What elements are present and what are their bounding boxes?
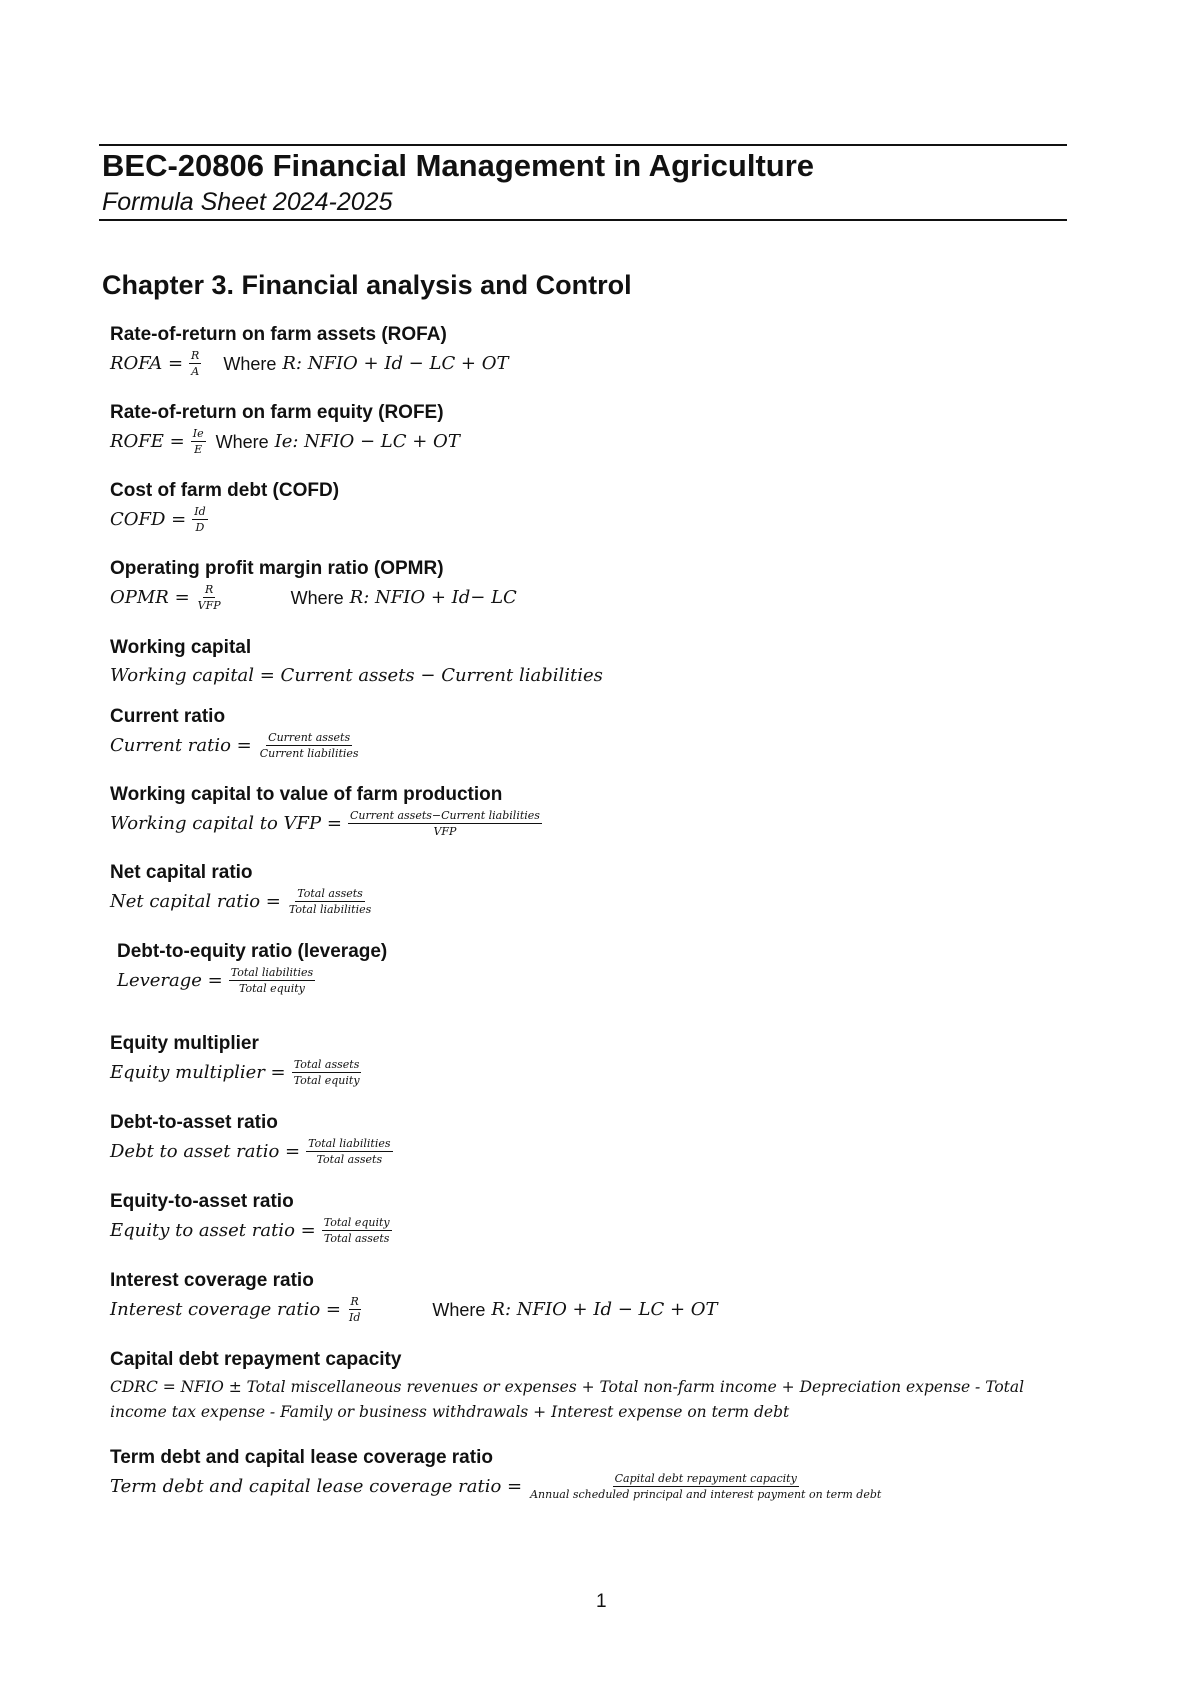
where-expression: Ie: NFIO − LC + OT: [274, 430, 460, 452]
formula-expression: [117, 967, 387, 994]
denominator: D: [195, 521, 205, 534]
cdrc-expression: CDRC = NFIO ± Total miscellaneous revenues or expenses + Total non-farm income + Depreciation expense - Total income tax expense - Family or business withdrawals + Interest expense on term debt: [110, 1378, 1025, 1421]
denominator: Total equity: [293, 1074, 360, 1087]
formula-expression: [110, 1296, 718, 1323]
formula-lhs: Net capital ratio =: [110, 890, 281, 912]
formula-cdrc: [110, 1349, 1070, 1425]
numerator: Capital debt repayment capacity: [614, 1472, 797, 1485]
numerator: R: [350, 1295, 359, 1308]
numerator: Current assets−Current liabilities: [349, 809, 540, 822]
where-label: Where: [215, 431, 269, 452]
numerator: Total liabilities: [230, 966, 314, 979]
formula-expression: [110, 584, 517, 611]
fraction: [306, 1138, 392, 1165]
formula-label: Equity multiplier: [110, 1033, 259, 1054]
formula-lhs: OPMR =: [110, 586, 190, 608]
denominator: VFP: [433, 825, 457, 838]
formula-expression: [110, 810, 542, 837]
chapter-heading: Chapter 3. Financial analysis and Control: [102, 270, 632, 300]
formula-lhs: Current ratio =: [110, 734, 252, 756]
formula-label: Cost of farm debt (COFD): [110, 480, 340, 501]
formula-leverage: [117, 941, 387, 994]
formula-expression: [110, 1217, 392, 1244]
top-rule: [99, 144, 1067, 146]
denominator: Id: [348, 1311, 361, 1324]
where-expression: R: NFIO + Id − LC + OT: [282, 352, 509, 374]
formula-current-ratio: [110, 706, 361, 759]
where-label: Where: [432, 1299, 486, 1320]
fraction: [348, 810, 542, 837]
fraction: [347, 1296, 362, 1323]
formula-expression: [110, 428, 460, 455]
fraction: [196, 584, 223, 611]
formula-expression: [110, 350, 509, 377]
where-label: Where: [223, 353, 277, 374]
denominator: VFP: [197, 599, 221, 612]
formula-interest-coverage: [110, 1270, 718, 1323]
formula-label: Operating profit margin ratio (OPMR): [110, 558, 444, 579]
formula-lhs: ROFE =: [110, 430, 185, 452]
formula-lhs: Interest coverage ratio =: [110, 1298, 341, 1320]
formula-working-capital-to-vfp: [110, 784, 542, 837]
numerator: Total equity: [323, 1216, 390, 1229]
formula-equity-multiplier: [110, 1033, 362, 1086]
page-number: 1: [596, 1591, 607, 1612]
numerator: Ie: [192, 427, 204, 440]
fraction: [191, 428, 206, 455]
formula-expression: [110, 1138, 393, 1165]
formula-net-capital-ratio: [110, 862, 373, 915]
formula-label: Debt-to-asset ratio: [110, 1112, 278, 1133]
formula-label: Net capital ratio: [110, 862, 253, 883]
formula-label: Current ratio: [110, 706, 226, 727]
formula-label: Debt-to-equity ratio (leverage): [117, 941, 388, 962]
numerator: Total liabilities: [308, 1137, 391, 1150]
fraction: [258, 732, 361, 759]
numerator: R: [191, 349, 200, 362]
formula-label: Rate-of-return on farm equity (ROFE): [110, 402, 444, 423]
numerator: Total assets: [293, 1058, 360, 1071]
formula-expression: [110, 506, 339, 533]
formula-lhs: Leverage =: [117, 969, 223, 991]
numerator: R: [205, 583, 214, 596]
formula-rofe: [110, 402, 460, 455]
formula-working-capital: [110, 637, 603, 685]
bottom-rule: [99, 219, 1067, 221]
numerator: Current assets: [268, 731, 351, 744]
formula-expression: [110, 667, 603, 685]
fraction: [528, 1473, 883, 1500]
formula-lhs: Equity to asset ratio =: [110, 1219, 316, 1241]
formula-rofa: [110, 324, 509, 377]
formula-term-debt-coverage: [110, 1447, 883, 1500]
fraction: [322, 1217, 392, 1244]
where-expression: R: NFIO + Id− LC: [349, 586, 517, 608]
formula-expression: [110, 732, 361, 759]
formula-lhs: COFD =: [110, 508, 187, 530]
formula-label: Interest coverage ratio: [110, 1270, 314, 1291]
formula-opmr: [110, 558, 517, 611]
numerator: Total assets: [297, 887, 363, 900]
denominator: Total liabilities: [288, 903, 372, 916]
denominator: Current liabilities: [259, 747, 359, 760]
denominator: E: [194, 443, 203, 456]
denominator: Total assets: [316, 1153, 383, 1166]
formula-equity-to-asset: [110, 1191, 392, 1244]
denominator: Total equity: [239, 982, 305, 995]
fraction: [287, 888, 373, 915]
denominator: A: [191, 365, 200, 378]
formula-lhs: ROFA =: [110, 352, 184, 374]
formula-label: Working capital to value of farm production: [110, 784, 503, 805]
formula-label: Capital debt repayment capacity: [110, 1349, 402, 1370]
formula-lhs: Working capital = Current assets − Current liabilities: [110, 665, 603, 686]
formula-expression: [110, 1059, 362, 1086]
where-expression: R: NFIO + Id − LC + OT: [491, 1298, 718, 1320]
denominator: Annual scheduled principal and interest payment on term debt: [530, 1488, 882, 1501]
formula-lhs: Debt to asset ratio =: [110, 1140, 301, 1162]
formula-debt-to-asset: [110, 1112, 393, 1165]
denominator: Total assets: [323, 1232, 390, 1245]
fraction: [292, 1059, 362, 1086]
document-subtitle: Formula Sheet 2024-2025: [102, 188, 393, 216]
fraction: [229, 967, 315, 994]
formula-expression: [110, 1473, 883, 1500]
formula-lhs: Equity multiplier =: [110, 1061, 286, 1083]
formula-label: Term debt and capital lease coverage ratio: [110, 1447, 493, 1468]
where-label: Where: [290, 587, 344, 608]
numerator: Id: [194, 505, 206, 518]
fraction: [192, 506, 207, 533]
formula-lhs: Term debt and capital lease coverage ratio =: [110, 1475, 523, 1497]
formula-label: Equity-to-asset ratio: [110, 1191, 294, 1212]
fraction: [189, 350, 201, 377]
formula-label: Rate-of-return on farm assets (ROFA): [110, 324, 447, 345]
document-title: BEC-20806 Financial Management in Agriculture: [102, 148, 815, 183]
formula-expression: [110, 888, 373, 915]
formula-label: Working capital: [110, 637, 252, 658]
formula-lhs: Working capital to VFP =: [110, 812, 342, 834]
formula-cofd: [110, 480, 339, 533]
